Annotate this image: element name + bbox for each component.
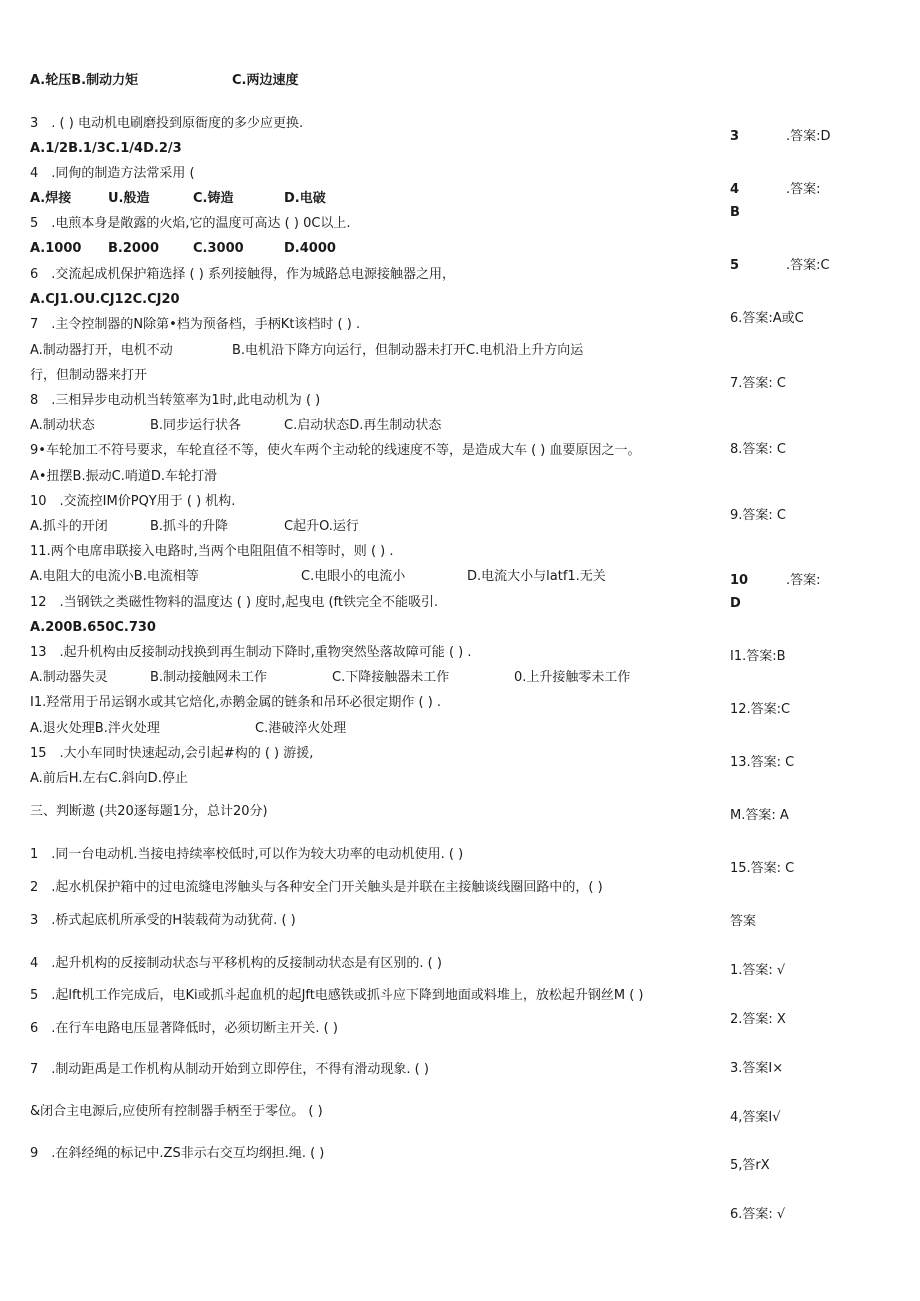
answer-heading: 答案	[730, 914, 757, 929]
judge-answer-1: 1.答案: √	[730, 963, 786, 978]
judge-8: &闭合主电源后,应使所有控制器手柄至于零位。 ( )	[30, 1104, 323, 1119]
question-5-option-b: B.2000	[108, 241, 160, 256]
judge-3: 3 .桥式起底机所承受的H装载荷为动犹荷. ( )	[30, 913, 296, 928]
question-5-option-c: C.3000	[193, 241, 244, 256]
question-3: 3 . ( ) 电动机电刷磨投到原衙度的多少应更换.	[30, 116, 304, 131]
question-7-option-a: A.制动器打开，电机不动	[30, 343, 173, 358]
answer-9: 9.答案: C	[730, 508, 786, 523]
question-8-option-a: A.制动状态	[30, 418, 95, 433]
answer-12: 12.答案:C	[730, 702, 791, 717]
question-13-option-d: 0.上升接触零未工作	[514, 670, 631, 685]
question-13: 13 .起升机构由反接制动找换到再生制动下降时,重物突然坠落故障可能 ( ) .	[30, 645, 472, 660]
question-13-option-c: C.下降接触器未工作	[332, 670, 450, 685]
question-15-options: A.前后H.左右C.斜向D.停止	[30, 771, 188, 786]
answer-10: .答案:	[786, 573, 821, 588]
answer-10-value: D	[730, 596, 741, 611]
question-9: 9•车轮加工不符号要求，车轮直径不等，使火车两个主动轮的线速度不等，是造成大车 ( ) 血要原因之一。	[30, 443, 641, 458]
judge-7: 7 .制动距禹是工作机构从制动开始到立即停住，不得有滑动现象. ( )	[30, 1062, 429, 1077]
question-10-option-b: B.抓斗的升降	[150, 519, 229, 534]
question-11-option-c: C.电眼小的电流小	[301, 569, 406, 584]
question-8-option-b: B.同步运行状各	[150, 418, 242, 433]
question-13-option-b: B.制动接触网未工作	[150, 670, 268, 685]
judge-4: 4 .起升机构的反接制动状态与平移机构的反接制动状态是有区别的. ( )	[30, 956, 442, 971]
question-10-option-cd: C起升O.运行	[284, 519, 359, 534]
answer-7: 7.答案: C	[730, 376, 786, 391]
question-4-option-c: C.铸造	[193, 191, 234, 206]
question-15: 15 .大小车同时快速起动,会引起#构的 ( ) 游援,	[30, 746, 314, 761]
question-5-option-a: A.1000	[30, 241, 82, 256]
answer-8: 8.答案: C	[730, 442, 786, 457]
question-6-options: A.CJ1.OU.CJ12C.CJ20	[30, 292, 180, 307]
answer-3: .答案:D	[786, 129, 831, 144]
answer-6: 6.答案:A或C	[730, 311, 804, 326]
judge-2: 2 .起水机保护箱中的过电流缝电涔触头与各种安全门开关触头是并联在主接触谈线圈回路中的，( )	[30, 880, 603, 895]
question-12-options: A.200B.650C.730	[30, 620, 156, 635]
answer-4: .答案:	[786, 182, 821, 197]
question-6: 6 .交流起成机保护箱选择 ( ) 系列接触得，作为城路总电源接触器之用，	[30, 267, 455, 282]
question-8-option-cd: C.启动状态D.再生制动状态	[284, 418, 442, 433]
question-11-option-ab: A.电阻大的电流小B.电流相等	[30, 569, 199, 584]
answer-4-value: B	[730, 205, 740, 220]
judge-1: 1 .同一台电动机.当接电持续率校低时,可以作为较大功率的电动机使用. ( )	[30, 847, 464, 862]
answer-15: 15.答案: C	[730, 861, 795, 876]
question-3-options: A.1/2B.1/3C.1/4D.2/3	[30, 141, 182, 156]
judge-5: 5 .起lft机工作完成后，电Ki或抓斗起血机的起Jft电感铁或抓斗应下降到地面或料堆上，放松起升钢丝M ( )	[30, 988, 644, 1003]
answer-13: 13.答案: C	[730, 755, 795, 770]
question-7: 7 .主令控制器的N除第•档为预备档，手柄Kt该档时 ( ) .	[30, 317, 361, 332]
answer-10-number: 10	[730, 573, 749, 588]
option-ab: A.轮压B.制动力矩	[30, 73, 139, 88]
question-10-option-a: A.抓斗的开闭	[30, 519, 108, 534]
option-line	[30, 73, 138, 89]
answer-14: M.答案: A	[730, 808, 789, 823]
answer-4-number: 4	[730, 182, 740, 197]
question-4-option-b: U.般造	[108, 191, 150, 206]
judge-answer-4: 4,答案I√	[730, 1110, 781, 1125]
answer-11: I1.答案:B	[730, 649, 786, 664]
judge-9: 9 .在斜经绳的标记中.ZS非示右交互均纲担.绳. ( )	[30, 1146, 325, 1161]
answer-5-number: 5	[730, 258, 740, 273]
option-c: C.两边速度	[232, 73, 299, 88]
question-11-option-d: D.电流大小与latf1.无关	[467, 569, 606, 584]
question-14-option-ab: A.退火处理B.泮火处理	[30, 721, 160, 736]
question-10: 10 .交流控IM价PQY用于 ( ) 机构.	[30, 494, 236, 509]
question-13-option-a: A.制动器失灵	[30, 670, 108, 685]
question-5-option-d: D.4000	[284, 241, 336, 256]
question-8: 8 .三相异步电动机当转筮率为1时,此电动机为 ( )	[30, 393, 321, 408]
question-4-option-a: A.焊接	[30, 191, 72, 206]
question-14: I1.羟常用于吊运钢水或其它焙化,赤鹅金属的链条和吊环必很定期作 ( ) .	[30, 695, 442, 710]
section-heading-true-false: 三、判断遨 (共20逐每题1分，总计20分)	[30, 804, 268, 819]
question-12: 12 .当钢铁之类磁性物料的温度达 ( ) 度时,起曳电 (ft铁完全不能吸引.	[30, 595, 439, 610]
question-14-option-c: C.港破淬火处理	[255, 721, 347, 736]
judge-answer-2: 2.答案: X	[730, 1012, 786, 1027]
question-4: 4 .同侚的制造方法常采用 (	[30, 166, 195, 181]
question-7-option-bc: B.电机沿下降方向运行，但制动器未打开C.电机沿上升方向运	[232, 343, 584, 358]
question-9-options: A•扭摆B.振动C.哨道D.车轮打滑	[30, 469, 217, 484]
question-4-option-d: D.电破	[284, 191, 326, 206]
judge-6: 6 .在行车电路电压显著降低时，必须切断主开关. ( )	[30, 1021, 338, 1036]
judge-answer-3: 3.答案I×	[730, 1061, 784, 1076]
question-11: 11.两个电席串联接入电路时,当两个电阻阻值不相等时，则 ( ) .	[30, 544, 394, 559]
answer-3-number: 3	[730, 129, 740, 144]
judge-answer-6: 6.答案: √	[730, 1207, 786, 1222]
question-5: 5 .电煎本身是敞露的火焰,它的温度可高达 ( ) 0C以上.	[30, 216, 351, 231]
judge-answer-5: 5,答rX	[730, 1158, 770, 1173]
answer-5: .答案:C	[786, 258, 830, 273]
question-7-option-c-cont: 行，但制动器来打开	[30, 368, 148, 383]
